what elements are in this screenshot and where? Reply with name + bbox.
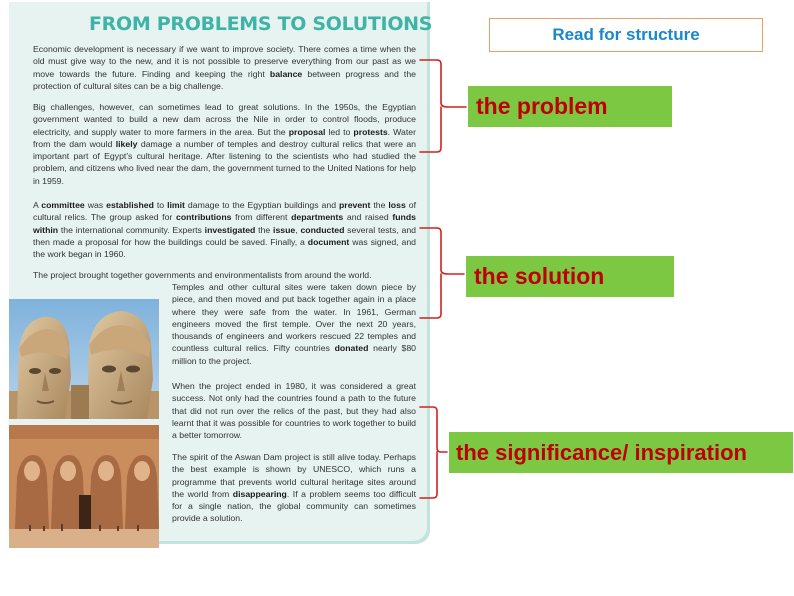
temple-facade-illustration bbox=[9, 425, 159, 548]
article-paragraph-4: Temples and other cultural sites were taken down piece by piece, and then moved and put back together again in a place where they were safe from the water. In 1961, German engineers moved the first temple. Over the next 20 years, thousands of engineers and workers rescued 22 temples and countless cultural relics. Fifty countries donated nearly $80 million to the project. bbox=[172, 282, 417, 366]
article-paragraph-2: Big challenges, however, can sometimes lead to great solutions. In the 1950s, the Egyptian government wanted to build a new dam across the Nile in order to control floods, produce electricity, and supply water to more farmers in the area. But the proposal led to protests. Water from the dam would likely damage a number of temples and destroy cultural relics that were an important part of Egypt's cultural heritage. After listening to the scientists who had studied the problem, and citizens who lived near the dam, the government turned to the United Nations for help in 1959. bbox=[33, 102, 416, 186]
article-paragraph-4-lead: The project brought together governments and environmentalists from around the world. bbox=[33, 270, 372, 280]
problem-label: the problem bbox=[468, 86, 672, 127]
temple-facade-photo bbox=[9, 425, 159, 548]
significance-label: the significance/ inspiration bbox=[449, 432, 793, 473]
article-paragraph-5: When the project ended in 1980, it was considered a great success. Not only had the countries found a path to the future that did not run over the relics of the past, but they had also learnt that it was possible for countries to work together to build a better tomorrow. bbox=[172, 381, 416, 441]
statue-heads-illustration bbox=[9, 299, 159, 419]
article-title: FROM PROBLEMS TO SOLUTIONS bbox=[89, 13, 433, 35]
solution-label: the solution bbox=[466, 256, 674, 297]
article-paragraph-6: The spirit of the Aswan Dam project is still alive today. Perhaps the best example is shown by UNESCO, which runs a programme that prevents world cultural heritage sites around the world from disappearing. If a problem seems too difficult for a single nation, the global community can sometimes provide a solution. bbox=[172, 452, 416, 524]
article-paragraph-3: A committee was established to limit damage to the Egyptian buildings and prevent the loss of cultural relics. The group asked for contributions from different departments and raised funds within the international community. Experts investigated the issue, conducted several tests, and then made a proposal for how the buildings could be saved. Finally, a document was signed, and the work began in 1960. bbox=[33, 200, 416, 260]
statue-heads-photo bbox=[9, 299, 159, 419]
article-paragraph-1: Economic development is necessary if we want to improve society. There comes a time when the old must give way to the new, and it is not possible to preserve everything from our past as we move towards the future. Finding and keeping the right balance between progress and the protection of cultural sites can be a big challenge. bbox=[33, 44, 416, 91]
read-for-structure-heading: Read for structure bbox=[489, 18, 763, 52]
